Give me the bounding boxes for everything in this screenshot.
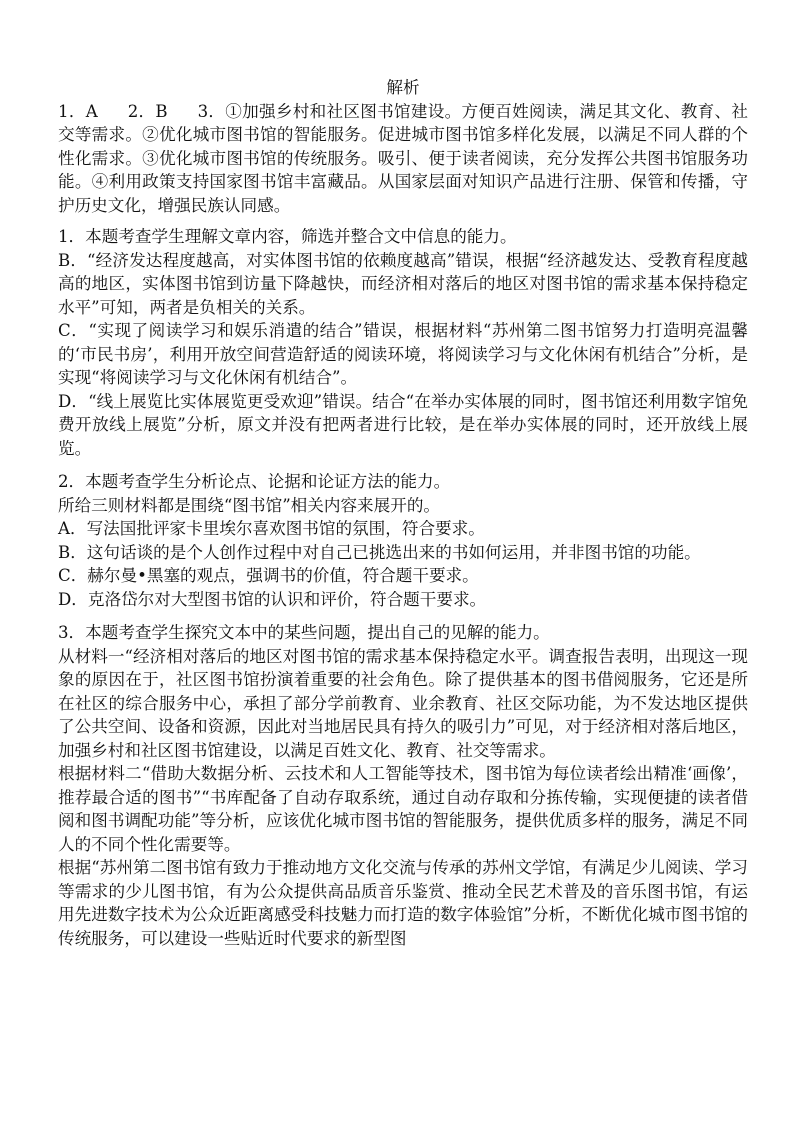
- q1-option-b: B．“经济发达程度越高，对实体图书馆的依赖度越高”错误，根据“经济越发达、受教育程度越高的地区，实体图书馆到访量下降越快，而经济相对落后的地区对图书馆的需求基本保持稳定水平”可知，两者是负相关的关系。: [58, 250, 748, 317]
- q2-option-b: B．这句话谈的是个人创作过程中对自己已挑选出来的书如何运用，并非图书馆的功能。: [58, 542, 701, 562]
- answer-block: [58, 100, 748, 218]
- question-2-analysis: [58, 470, 748, 611]
- q2-option-a: A．写法国批评家卡里埃尔喜欢图书馆的氛围，符合要求。: [58, 519, 485, 538]
- answer-summary: [58, 100, 748, 218]
- q3-paragraph-1: 从材料一“经济相对落后的地区对图书馆的需求基本保持稳定水平。调查报告表明，出现这一现象的原因在于，社区图书馆扮演着重要的社会角色。除了提供基本的图书借阅服务，它还是所在社区的综合服务中心，承担了部分学前教育、业余教育、社区交际功能，为不发达地区提供了公共空间、设备和资源，因此对当地居民具有持久的吸引力”可见，对于经济相对落后地区，加强乡村和社区图书馆建设，以满足百姓文化、教育、社交等需求。: [58, 646, 748, 760]
- q2-intro: 所给三则材料都是围绕“图书馆”相关内容来展开的。: [58, 495, 441, 515]
- question-3-analysis: [58, 621, 748, 950]
- q3-paragraph-3: 根据“苏州第二图书馆有致力于推动地方文化交流与传承的苏州文学馆，有满足少儿阅读、学习等需求的少儿图书馆，有为公众提供高品质音乐鉴赏、推动全民艺术普及的音乐图书馆，有运用先进数字技术为公众近距离感受科技魅力而打造的数字体验馆”分析，不断优化城市图书馆的传统服务，可以建设一些贴近时代要求的新型图: [58, 858, 748, 948]
- q3-heading: 3．本题考查学生探究文本中的某些问题，提出自己的见解的能力。: [58, 623, 550, 642]
- q3-paragraph-2: 根据材料二“借助大数据分析、云技术和人工智能等技术，图书馆为每位读者绘出精准‘画像’，推荐最合适的图书”“书库配备了自动存取系统，通过自动存取和分拣传输，实现便捷的读者借阅和图书调配功能”等分析，应该优化城市图书馆的智能服务，提供优质多样的服务，满足不同人的不同个性化需要等。: [58, 764, 748, 854]
- q1-option-c: C．“实现了阅读学习和娱乐消遣的结合”错误，根据材料“苏州第二图书馆努力打造明亮温馨的‘市民书房’，利用开放空间营造舒适的阅读环境，将阅读学习与文化休闲有机结合”分析，是实现“将阅读学习与文化休闲有机结合”。: [58, 321, 748, 387]
- q1-option-d: D．“线上展览比实体展览更受欢迎”错误。结合“在举办实体展的同时，图书馆还利用数字馆免费开放线上展览”分析，原文并没有把两者进行比较，是在举办实体展的同时，还开放线上展览。: [58, 391, 748, 458]
- q1-heading: 1．本题考查学生理解文章内容，筛选并整合文中信息的能力。: [58, 227, 517, 246]
- question-1-analysis: [58, 225, 748, 460]
- answer-3: 3．①加强乡村和社区图书馆建设。方便百姓阅读，满足其文化、教育、社交等需求。②优化城市图书馆的智能服务。促进城市图书馆多样化发展，以满足不同人群的个性化需求。③优化城市图书馆的传统服务。吸引、便于读者阅读，充分发挥公共图书馆服务功能。④利用政策支持国家图书馆丰富藏品。从国家层面对知识产品进行注册、保管和传播，守护历史文化，增强民族认同感。: [58, 101, 748, 215]
- q2-option-c: C．赫尔曼•黑塞的观点，强调书的价值，符合题干要求。: [58, 566, 479, 585]
- q2-heading: 2．本题考查学生分析论点、论据和论证方法的能力。: [58, 472, 451, 491]
- page-title: 解析: [386, 78, 420, 97]
- answer-2: 2．B: [127, 101, 168, 121]
- q2-option-d: D．克洛岱尔对大型图书馆的认识和评价，符合题干要求。: [58, 589, 487, 609]
- document-page: [58, 76, 748, 950]
- answer-1: 1．A: [58, 101, 98, 121]
